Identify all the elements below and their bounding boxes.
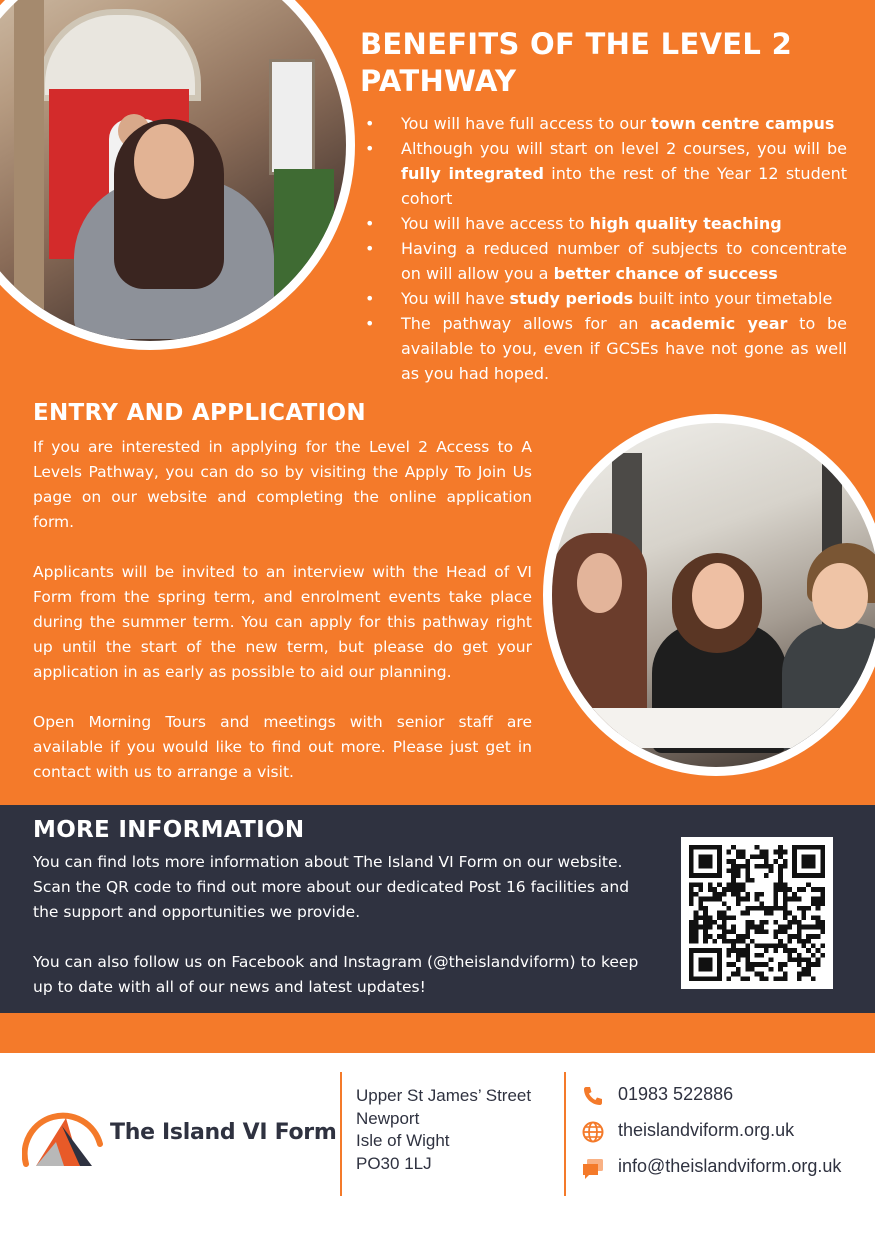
email-link: info@theislandviform.org.uk [618, 1156, 842, 1176]
benefit-text: You will have [401, 289, 510, 308]
address-line: PO30 1LJ [356, 1153, 432, 1173]
address-line: Upper St James’ Street [356, 1086, 532, 1105]
students-photo-middle [543, 414, 875, 776]
phone-number: 01983 522886 [618, 1084, 734, 1104]
footer-divider [564, 1072, 566, 1196]
benefit-item [365, 286, 847, 311]
benefit-text: You will have access to [401, 214, 590, 233]
college-logo[interactable] [22, 1104, 337, 1168]
benefit-item [365, 136, 847, 211]
globe-icon [580, 1120, 606, 1144]
benefit-item [365, 311, 847, 386]
phone-icon [580, 1084, 606, 1108]
benefit-text: to be available to you, even if GCSEs have not gone as well as you had hoped. [401, 314, 848, 383]
footer-divider [340, 1072, 342, 1196]
website-link: theislandviform.org.uk [618, 1120, 795, 1140]
qr-code-icon[interactable] [681, 837, 833, 989]
more-info-body [33, 850, 645, 1025]
benefit-item [365, 236, 847, 286]
logo-text: The Island VI Form [110, 1120, 337, 1145]
benefit-highlight: town centre campus [651, 114, 835, 133]
benefit-highlight: better chance of success [553, 264, 778, 283]
bullet-icon: • [365, 314, 375, 333]
student-photo-top [0, 0, 355, 350]
entry-paragraph: Applicants will be invited to an interview with the Head of VI Form from the spring term, and enrolment events take place during the summer term. You can apply for this pathway right up until the start of the new term, but please do get your application in as early as possible to aid our planning. [33, 563, 532, 681]
bullet-icon: • [365, 214, 375, 233]
more-info-heading: MORE INFORMATION [33, 817, 305, 843]
more-info-paragraph: You can find lots more information about The Island VI Form on our website. Scan the QR code to find out more about our dedicated Post 16 facilities and the support and opportunities we provide. [33, 853, 630, 921]
benefit-highlight: academic year [650, 314, 788, 333]
bullet-icon: • [365, 239, 375, 258]
benefit-text: into the rest of the Year 12 student cohort [401, 164, 847, 208]
entry-paragraph: If you are interested in applying for the Level 2 Access to A Levels Pathway, you can do so by visiting the Apply To Join Us page on our website and completing the online application form. [33, 438, 532, 531]
logo-mark-icon [22, 1104, 104, 1168]
entry-heading: ENTRY AND APPLICATION [33, 400, 366, 426]
qr-code-graphic [689, 845, 825, 981]
benefit-text: Having a reduced number of subjects to concentrate on will allow you a [401, 239, 847, 283]
address-line: Newport [356, 1108, 420, 1128]
bullet-icon: • [365, 114, 375, 133]
benefit-item [365, 111, 847, 136]
entry-body [33, 435, 532, 810]
benefit-text: You will have full access to our [401, 114, 652, 133]
benefit-highlight: study periods [509, 289, 634, 308]
address-line: Isle of Wight [356, 1131, 450, 1150]
chat-bubble-icon [580, 1156, 606, 1180]
benefits-heading: BENEFITS OF THE LEVEL 2 PATHWAY [360, 27, 793, 98]
benefit-text: The pathway allows for an [401, 314, 651, 333]
more-info-paragraph: You can also follow us on Facebook and Instagram (@theislandviform) to keep up to date with all of our news and latest updates! [33, 953, 639, 996]
benefit-text: Although you will start on level 2 courses, you will be [401, 139, 847, 158]
address-block [356, 1085, 531, 1175]
benefit-highlight: fully integrated [401, 164, 544, 183]
entry-paragraph: Open Morning Tours and meetings with senior staff are available if you would like to find out more. Please just get in contact with us to arrange a visit. [33, 713, 532, 781]
bullet-icon: • [365, 139, 375, 158]
bullet-icon: • [365, 289, 375, 308]
benefit-item [365, 211, 847, 236]
benefit-text: built into your timetable [633, 289, 833, 308]
benefits-list [365, 111, 847, 386]
benefit-highlight: high quality teaching [589, 214, 782, 233]
